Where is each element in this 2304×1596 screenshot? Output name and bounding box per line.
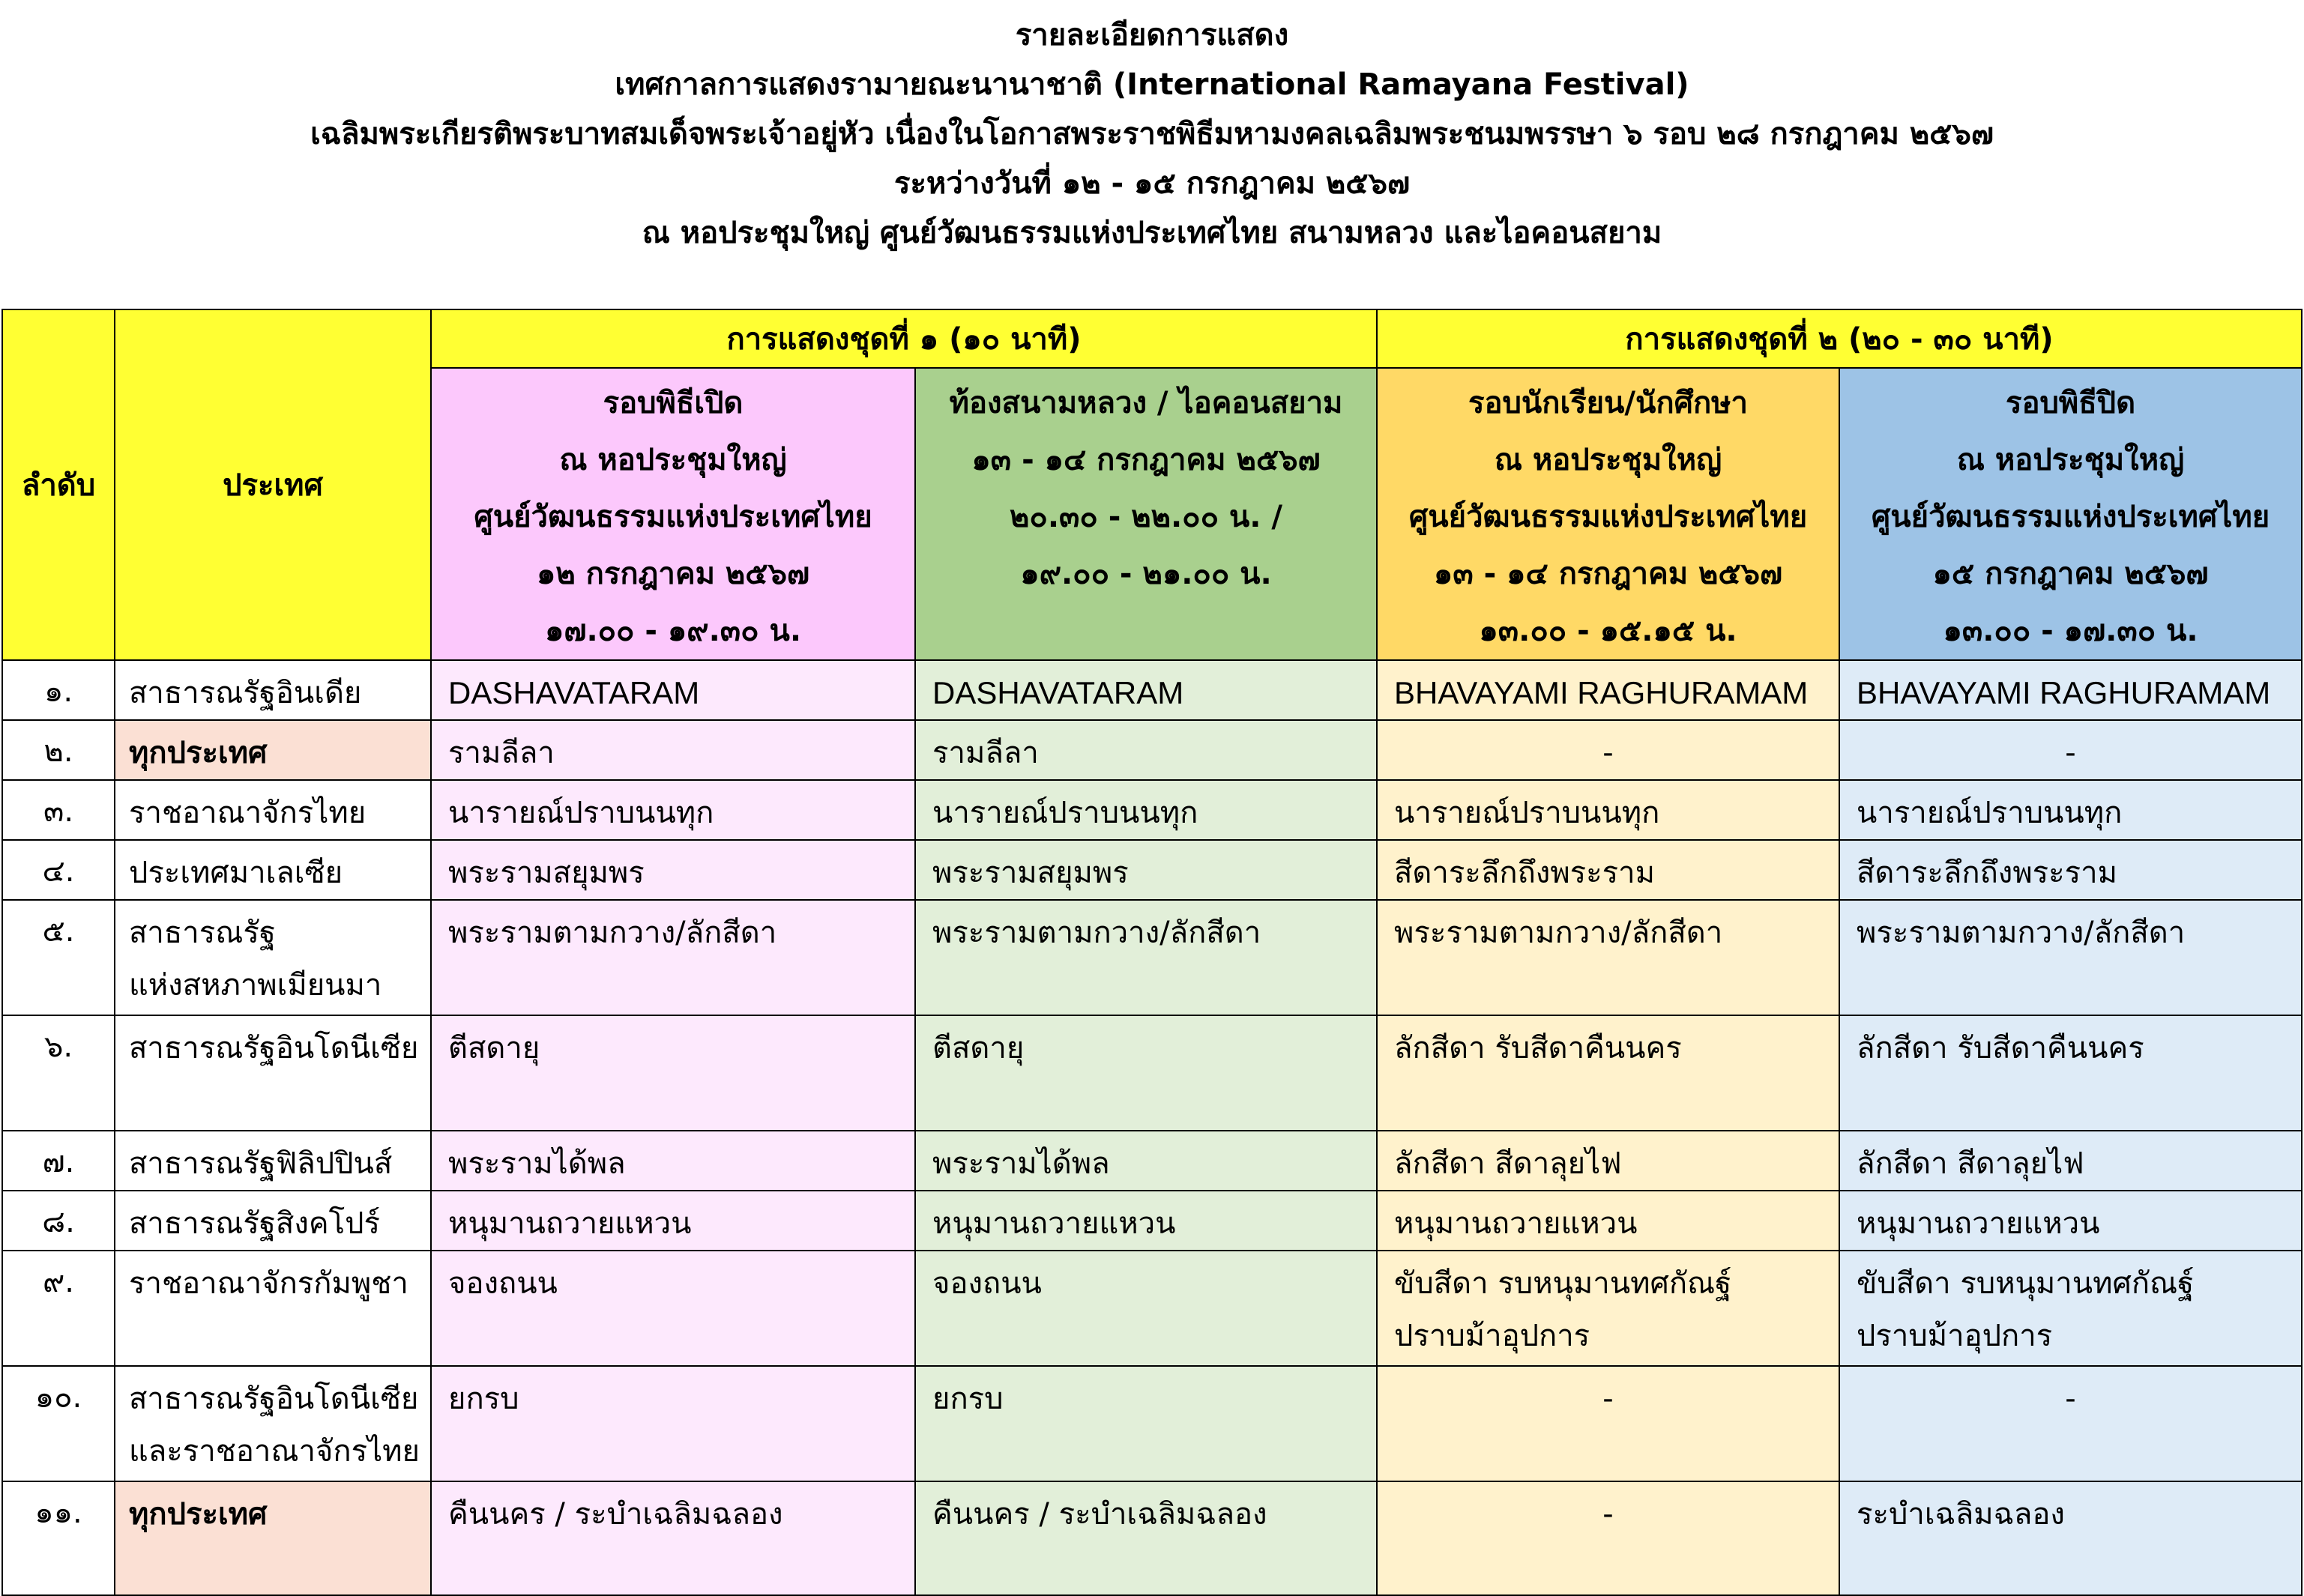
performance-cell-c1 (431, 1251, 915, 1366)
performance-title: ตีสดายุ (448, 1031, 540, 1065)
row-number: ๒. (2, 720, 115, 780)
performance-cell-c3 (1377, 1015, 1839, 1131)
performance-title: รามลีลา (448, 736, 555, 770)
title-line-1: รายละเอียดการแสดง (1015, 18, 1289, 52)
row-number: ๕. (2, 900, 115, 1015)
performance-cell-c2 (915, 1366, 1377, 1481)
performance-title: BHAVAYAMI RAGHURAMAM (1857, 675, 2271, 710)
title-line-2: เทศกาลการแสดงรามายณะนานาชาติ (International Ramayana Festival) (615, 67, 1689, 102)
performance-title: ปราบม้าอุปการ (1394, 1319, 1590, 1353)
table-row (2, 900, 2302, 1015)
country-cell (115, 840, 431, 900)
country-cell (115, 1481, 431, 1595)
performance-title: นารายณ์ปราบนนทุก (1394, 796, 1660, 830)
performance-cell-c2 (915, 1015, 1377, 1131)
performance-title: พระรามตามกวาง/ลักสีดา (448, 916, 777, 950)
performance-cell-c4 (1839, 1251, 2302, 1366)
performance-title: ลักสีดา รับสีดาคืนนคร (1394, 1031, 1682, 1065)
performance-title: ลักสีดา สีดาลุยไฟ (1394, 1146, 1622, 1181)
performance-title: สีดาระลึกถึงพระราม (1394, 856, 1655, 890)
performance-cell-c4 (1839, 1481, 2302, 1595)
performance-title: จองถนน (932, 1266, 1042, 1301)
performance-cell-c1 (431, 660, 915, 720)
performance-cell-c4 (1839, 1191, 2302, 1251)
title-line-4: ระหว่างวันที่ ๑๒ - ๑๕ กรกฎาคม ๒๕๖๗ (893, 166, 1411, 201)
performance-title: - (1602, 736, 1614, 770)
performance-title: นารายณ์ปราบนนทุก (1857, 796, 2123, 830)
performance-title: หนุมานถวายแหวน (448, 1206, 692, 1241)
performance-title: - (1602, 1382, 1614, 1416)
performance-title: ขับสีดา รบหนุมานทศกัณฐ์ (1857, 1266, 2195, 1301)
performance-cell-c3 (1377, 1251, 1839, 1366)
country-line: ราชอาณาจักรไทย (129, 796, 367, 830)
performance-title: ขับสีดา รบหนุมานทศกัณฐ์ (1394, 1266, 1732, 1301)
country-line: ประเทศมาเลเซีย (129, 856, 343, 890)
performance-title: สีดาระลึกถึงพระราม (1857, 856, 2117, 890)
performance-cell-c1 (431, 720, 915, 780)
title-line-3: เฉลิมพระเกียรติพระบาทสมเด็จพระเจ้าอยู่หัว เนื่องในโอกาสพระราชพิธีมหามงคลเฉลิมพระชนมพรรษา ๖ รอบ ๒๘ กรกฎาคม ๒๕๖๗ (310, 117, 1994, 151)
performance-cell-c1 (431, 1191, 915, 1251)
performance-cell-c1 (431, 900, 915, 1015)
country-line: สาธารณรัฐอินเดีย (129, 676, 362, 710)
performance-cell-c4 (1839, 1366, 2302, 1481)
table-row (2, 1366, 2302, 1481)
performance-title: หนุมานถวายแหวน (1857, 1206, 2100, 1241)
country-cell (115, 1366, 431, 1481)
country-line: ราชอาณาจักรกัมพูชา (129, 1266, 408, 1301)
performance-cell-c1 (431, 780, 915, 840)
country-cell (115, 1131, 431, 1191)
performance-title: - (2065, 736, 2076, 770)
performance-cell-c2 (915, 720, 1377, 780)
performance-title: คืนนคร / ระบำเฉลิมฉลอง (448, 1497, 783, 1532)
performance-cell-c4 (1839, 660, 2302, 720)
session-header-opening: รอบพิธีเปิด ณ หอประชุมใหญ่ ศูนย์วัฒนธรรมแห่งประเทศไทย ๑๒ กรกฎาคม ๒๕๖๗ ๑๗.๐๐ - ๑๙.๓๐ น. (431, 368, 915, 660)
performance-title: นารายณ์ปราบนนทุก (448, 796, 714, 830)
performance-title: ลักสีดา รับสีดาคืนนคร (1857, 1031, 2144, 1065)
country-line: และราชอาณาจักรไทย (129, 1434, 420, 1469)
performance-cell-c1 (431, 1131, 915, 1191)
performance-cell-c1 (431, 1481, 915, 1595)
performance-cell-c3 (1377, 900, 1839, 1015)
country-cell (115, 900, 431, 1015)
country-cell (115, 780, 431, 840)
performance-cell-c1 (431, 1366, 915, 1481)
performance-title: พระรามสยุมพร (448, 856, 645, 890)
row-number: ๙. (2, 1251, 115, 1366)
table-row (2, 1251, 2302, 1366)
performance-cell-c2 (915, 1251, 1377, 1366)
performance-cell-c3 (1377, 840, 1839, 900)
performance-cell-c2 (915, 1481, 1377, 1595)
country-line: แห่งสหภาพเมียนมา (129, 968, 382, 1003)
performance-cell-c2 (915, 780, 1377, 840)
performance-title: DASHAVATARAM (932, 675, 1184, 710)
country-cell (115, 1191, 431, 1251)
row-number: ๑๑. (2, 1481, 115, 1595)
performance-cell-c4 (1839, 900, 2302, 1015)
performance-cell-c3 (1377, 1131, 1839, 1191)
performance-title: - (1602, 1497, 1614, 1532)
performance-title: - (2065, 1382, 2076, 1416)
title-line-5: ณ หอประชุมใหญ่ ศูนย์วัฒนธรรมแห่งประเทศไทย สนามหลวง และไอคอนสยาม (642, 216, 1662, 250)
table-row (2, 1131, 2302, 1191)
performance-title: หนุมานถวายแหวน (932, 1206, 1176, 1241)
performance-cell-c1 (431, 840, 915, 900)
row-number: ๖. (2, 1015, 115, 1131)
performance-title: หนุมานถวายแหวน (1394, 1206, 1638, 1241)
performance-title: พระรามได้พล (448, 1146, 626, 1181)
performance-title: คืนนคร / ระบำเฉลิมฉลอง (932, 1497, 1267, 1532)
country-cell (115, 720, 431, 780)
performance-cell-c3 (1377, 1191, 1839, 1251)
schedule-table (1, 309, 2303, 1596)
performance-title: นารายณ์ปราบนนทุก (932, 796, 1198, 830)
performance-title: พระรามสยุมพร (932, 856, 1129, 890)
table-row (2, 780, 2302, 840)
row-number: ๑๐. (2, 1366, 115, 1481)
performance-title: พระรามได้พล (932, 1146, 1110, 1181)
row-number: ๗. (2, 1131, 115, 1191)
session-header-closing: รอบพิธีปิด ณ หอประชุมใหญ่ ศูนย์วัฒนธรรมแห่งประเทศไทย ๑๕ กรกฎาคม ๒๕๖๗ ๑๓.๐๐ - ๑๗.๓๐ น. (1839, 368, 2302, 660)
row-number: ๓. (2, 780, 115, 840)
country-line: ทุกประเทศ (129, 736, 268, 770)
performance-title: พระรามตามกวาง/ลักสีดา (932, 916, 1261, 950)
table-row (2, 1481, 2302, 1595)
performance-cell-c3 (1377, 720, 1839, 780)
performance-title: DASHAVATARAM (448, 675, 700, 710)
performance-title: ปราบม้าอุปการ (1857, 1319, 2053, 1353)
performance-cell-c3 (1377, 780, 1839, 840)
performance-cell-c3 (1377, 660, 1839, 720)
performance-cell-c4 (1839, 1131, 2302, 1191)
performance-cell-c2 (915, 1191, 1377, 1251)
header-country: ประเทศ (115, 309, 431, 660)
document-titles (0, 10, 2304, 258)
country-cell (115, 1251, 431, 1366)
performance-title: พระรามตามกวาง/ลักสีดา (1857, 916, 2186, 950)
country-line: สาธารณรัฐอินโดนีเซีย (129, 1382, 419, 1416)
performance-cell-c2 (915, 660, 1377, 720)
performance-cell-c3 (1377, 1481, 1839, 1595)
row-number: ๑. (2, 660, 115, 720)
row-number: ๘. (2, 1191, 115, 1251)
performance-cell-c4 (1839, 840, 2302, 900)
session-header-sanam-luang: ท้องสนามหลวง / ไอคอนสยาม ๑๓ - ๑๔ กรกฎาคม ๒๕๖๗ ๒๐.๓๐ - ๒๒.๐๐ น. / ๑๙.๐๐ - ๒๑.๐๐ น. (915, 368, 1377, 660)
header-set-2: การแสดงชุดที่ ๒ (๒๐ - ๓๐ นาที) (1377, 309, 2302, 368)
performance-title: รามลีลา (932, 736, 1039, 770)
session-header-students: รอบนักเรียน/นักศึกษา ณ หอประชุมใหญ่ ศูนย์วัฒนธรรมแห่งประเทศไทย ๑๓ - ๑๔ กรกฎาคม ๒๕๖๗ ๑๓.๐๐ - ๑๕.๑๕ น. (1377, 368, 1839, 660)
table-row (2, 1191, 2302, 1251)
table-row (2, 840, 2302, 900)
performance-cell-c1 (431, 1015, 915, 1131)
performance-cell-c4 (1839, 720, 2302, 780)
performance-title: BHAVAYAMI RAGHURAMAM (1394, 675, 1809, 710)
country-line: สาธารณรัฐอินโดนีเซีย (129, 1031, 419, 1065)
country-cell (115, 660, 431, 720)
table-row (2, 1015, 2302, 1131)
country-cell (115, 1015, 431, 1131)
performance-title: จองถนน (448, 1266, 558, 1301)
performance-title: ระบำเฉลิมฉลอง (1857, 1497, 2065, 1532)
performance-title: พระรามตามกวาง/ลักสีดา (1394, 916, 1723, 950)
table-row (2, 660, 2302, 720)
row-number: ๔. (2, 840, 115, 900)
performance-title: ตีสดายุ (932, 1031, 1025, 1065)
country-line: สาธารณรัฐสิงคโปร์ (129, 1206, 380, 1241)
performance-cell-c2 (915, 900, 1377, 1015)
header-set-1: การแสดงชุดที่ ๑ (๑๐ นาที) (431, 309, 1377, 368)
table-row (2, 720, 2302, 780)
performance-cell-c2 (915, 1131, 1377, 1191)
header-order: ลำดับ (2, 309, 115, 660)
performance-cell-c4 (1839, 1015, 2302, 1131)
performance-cell-c4 (1839, 780, 2302, 840)
performance-cell-c3 (1377, 1366, 1839, 1481)
country-line: สาธารณรัฐฟิลิปปินส์ (129, 1146, 393, 1181)
performance-title: ยกรบ (448, 1382, 519, 1416)
performance-title: ยกรบ (932, 1382, 1004, 1416)
performance-title: ลักสีดา สีดาลุยไฟ (1857, 1146, 2084, 1181)
country-line: สาธารณรัฐ (129, 916, 276, 950)
country-line: ทุกประเทศ (129, 1497, 268, 1532)
performance-cell-c2 (915, 840, 1377, 900)
